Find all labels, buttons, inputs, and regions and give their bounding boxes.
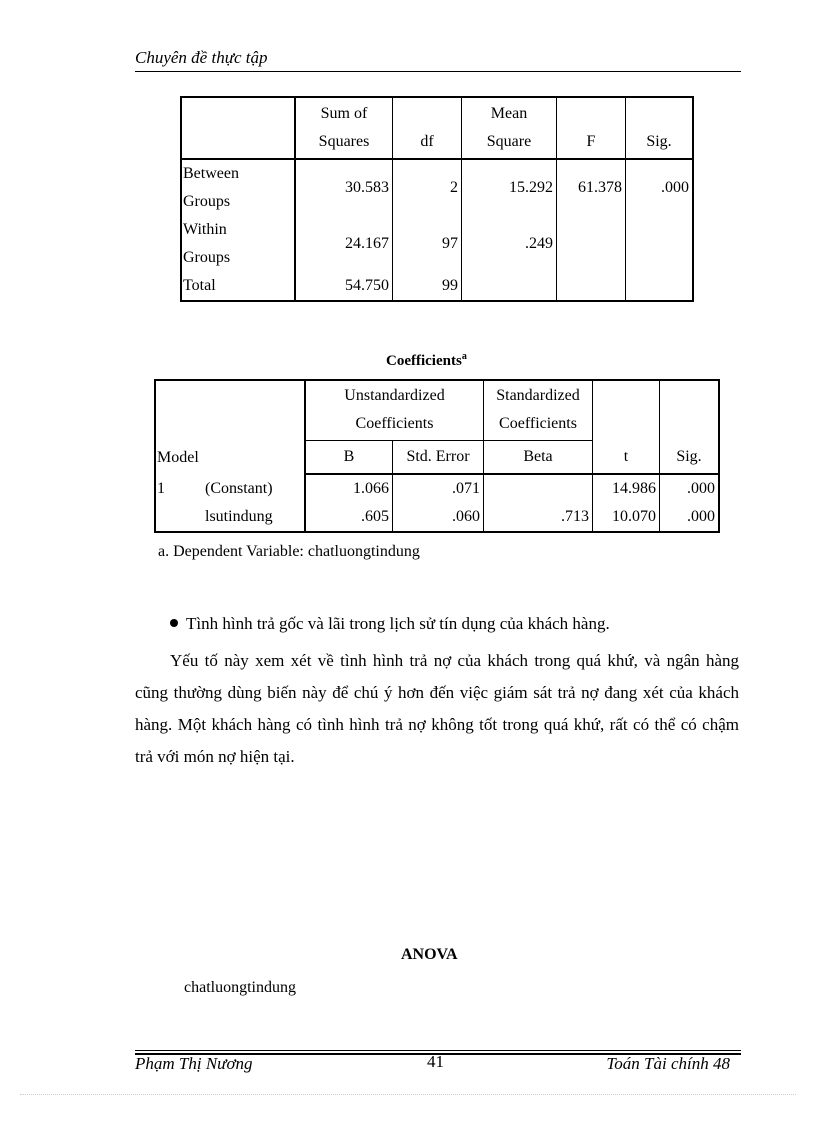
coef-sig-cell: .000: [660, 474, 720, 503]
coef-header-sig: Sig.: [660, 380, 720, 474]
footer-page-number: 41: [427, 1052, 444, 1071]
anova-section-title: ANOVA: [401, 946, 458, 963]
coef-header-std-error: Std. Error: [393, 441, 484, 475]
anova-header-mean-line1: Mean: [490, 105, 528, 122]
anova-f-cell: [557, 272, 626, 301]
coef-header-model: Model: [155, 380, 305, 474]
page-header-title: Chuyên đề thực tập: [135, 48, 268, 67]
anova-row-label: [181, 216, 295, 272]
coef-name-cell: (Constant): [202, 474, 305, 503]
anova-sig-cell: [626, 272, 694, 301]
coefficients-table: [154, 379, 720, 533]
coefficients-title-sup: a: [461, 351, 467, 362]
coef-model-cell: [155, 503, 202, 532]
anova-row-label-line1: Between: [183, 165, 239, 182]
anova-f-cell: [557, 216, 626, 272]
coef-header-std-line2: Coefficients: [499, 415, 577, 432]
anova-row-label-line2: Groups: [183, 193, 231, 210]
table-row: [155, 474, 719, 503]
anova-header-blank: [181, 97, 295, 159]
footer-rule-thin: [135, 1050, 741, 1051]
coef-t-cell: 10.070: [593, 503, 660, 532]
coef-header-unstandardized: [305, 380, 484, 441]
coef-header-beta: Beta: [484, 441, 593, 475]
coef-name-cell: lsutindung: [202, 503, 305, 532]
bullet-dot-icon: [170, 619, 178, 627]
coef-header-row-1: [155, 380, 719, 441]
bullet-text: Tình hình trả gốc và lãi trong lịch sử tín dụng của khách hàng.: [186, 614, 610, 633]
anova-row-label: Total: [181, 272, 295, 301]
anova-header-sum-line2: Squares: [318, 133, 370, 150]
coef-std-error-cell: .060: [393, 503, 484, 532]
table-row: [181, 216, 693, 272]
anova-sum-cell: 30.583: [295, 159, 393, 216]
anova-header-f: F: [557, 97, 626, 159]
anova-header-mean: [462, 97, 557, 159]
coef-b-cell: 1.066: [305, 474, 393, 503]
anova-header-row: [181, 97, 693, 159]
coef-header-unstd-line1: Unstandardized: [344, 387, 445, 404]
anova-sum-cell: 54.750: [295, 272, 393, 301]
anova-df-cell: 97: [393, 216, 462, 272]
page-bottom-border: [20, 1094, 796, 1095]
coef-sig-cell: .000: [660, 503, 720, 532]
anova-row-label: [181, 159, 295, 216]
footer-author: Phạm Thị Nương: [135, 1054, 253, 1073]
footer-class: Toán Tài chính 48: [606, 1054, 730, 1073]
coefficients-title-text: Coefficients: [386, 353, 462, 369]
bullet-item: [170, 614, 610, 634]
anova-sig-cell: [626, 216, 694, 272]
coef-header-t: t: [593, 380, 660, 474]
coef-std-error-cell: .071: [393, 474, 484, 503]
anova-row-label-line2: Groups: [183, 249, 231, 266]
anova-mean-cell: [462, 272, 557, 301]
coef-beta-cell: [484, 474, 593, 503]
anova-f-cell: 61.378: [557, 159, 626, 216]
anova-mean-cell: .249: [462, 216, 557, 272]
coef-header-unstd-line2: Coefficients: [355, 415, 434, 432]
anova-sum-cell: 24.167: [295, 216, 393, 272]
anova-sig-cell: .000: [626, 159, 694, 216]
anova-table: [180, 96, 694, 302]
anova-header-sum: [295, 97, 393, 159]
coef-model-cell: 1: [155, 474, 202, 503]
table-row: [181, 272, 693, 301]
coefficients-footnote: a. Dependent Variable: chatluongtindung: [158, 543, 420, 560]
anova-row-label-line1: Within: [183, 221, 227, 238]
anova-header-mean-line2: Square: [486, 133, 532, 150]
coefficients-title: [386, 351, 467, 370]
anova-header-df: df: [393, 97, 462, 159]
anova-df-cell: 99: [393, 272, 462, 301]
header-rule: [135, 71, 741, 72]
anova-df-cell: 2: [393, 159, 462, 216]
anova-mean-cell: 15.292: [462, 159, 557, 216]
coef-header-std-line1: Standardized: [496, 387, 580, 404]
coef-beta-cell: .713: [484, 503, 593, 532]
body-paragraph: Yếu tố này xem xét về tình hình trả nợ của khách trong quá khứ, và ngân hàng cũng thường dùng biến này để chú ý hơn đến việc giám sát trả nợ đang xét của khách hàng. Một khách hàng có tình hình trả nợ không tốt trong quá khứ, rất có thể có chậm trả với món nợ hiện tại.: [135, 651, 739, 766]
table-row: [155, 503, 719, 532]
coef-b-cell: .605: [305, 503, 393, 532]
anova-header-sum-line1: Sum of: [320, 105, 368, 122]
coef-header-b: B: [305, 441, 393, 475]
coef-header-standardized: [484, 380, 593, 441]
anova-section-subtitle: chatluongtindung: [184, 979, 296, 996]
table-row: [181, 159, 693, 216]
anova-header-sig: Sig.: [626, 97, 694, 159]
coef-t-cell: 14.986: [593, 474, 660, 503]
